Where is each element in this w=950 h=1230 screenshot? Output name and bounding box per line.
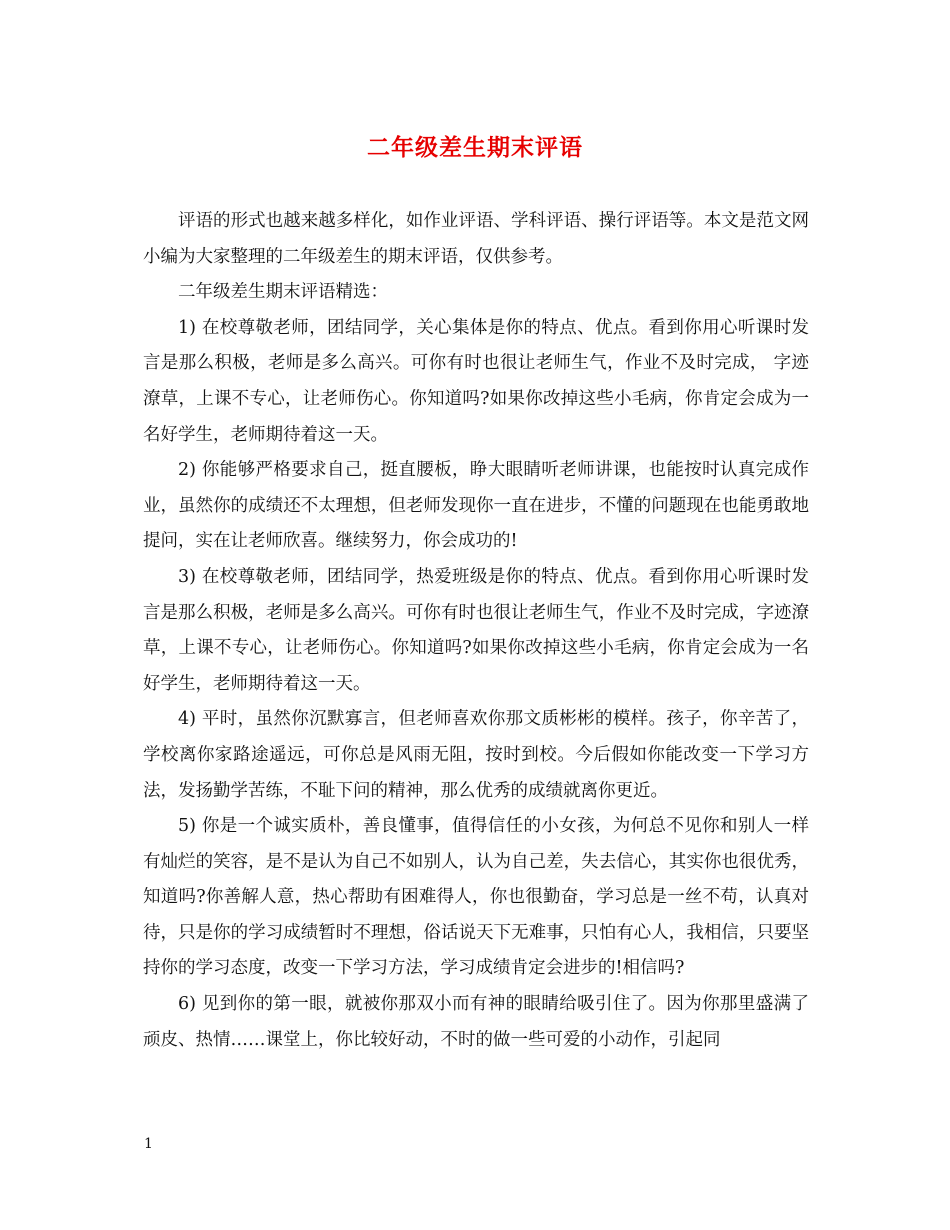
paragraph-item-6: 6) 见到你的第一眼，就被你那双小而有神的眼睛给吸引住了。因为你那里盛满了顽皮、热情……课堂上，你比较好动，不时的做一些可爱的小动作，引起同 (143, 994, 809, 1050)
paragraph-item-1: 1) 在校尊敬老师，团结同学，关心集体是你的特点、优点。看到你用心听课时发言是那么积极，老师是多么高兴。可你有时也很让老师生气，作业不及时完成， 字迹潦草，上课不专心，让老师伤心。你知道吗?如果你改掉这些小毛病，你肯定会成为一名好学生，老师期待着这一天。 (143, 317, 809, 445)
paragraph-item-3: 3) 在校尊敬老师，团结同学，热爱班级是你的特点、优点。看到你用心听课时发言是那么积极，老师是多么高兴。可你有时也很让老师生气，作业不及时完成，字迹潦草，上课不专心，让老师伤心。你知道吗?如果你改掉这些小毛病，你肯定会成为一名好学生，老师期待着这一天。 (143, 566, 809, 694)
paragraph-item-2: 2) 你能够严格要求自己，挺直腰板，睁大眼睛听老师讲课，也能按时认真完成作业，虽然你的成绩还不太理想，但老师发现你一直在进步，不懂的问题现在也能勇敢地提问，实在让老师欣喜。继续努力，你会成功的! (143, 460, 809, 552)
paragraph-item-5: 5) 你是一个诚实质朴，善良懂事，值得信任的小女孩，为何总不见你和别人一样有灿烂的笑容，是不是认为自己不如别人，认为自己差，失去信心，其实你也很优秀，知道吗?你善解人意，热心帮助有困难得人，你也很勤奋，学习总是一丝不苟，认真对待，只是你的学习成绩暂时不理想，俗话说天下无难事，只怕有心人，我相信，只要坚持你的学习态度，改变一下学习方法，学习成绩肯定会进步的!相信吗? (143, 816, 809, 979)
paragraph-item-4: 4) 平时，虽然你沉默寡言，但老师喜欢你那文质彬彬的模样。孩子，你辛苦了，学校离你家路途遥远，可你总是风雨无阻，按时到校。今后假如你能改变一下学习方法，发扬勤学苦练，不耻下问的精神，那么优秀的成绩就离你更近。 (143, 709, 809, 801)
page-title: 二年级差生期末评语 (367, 134, 583, 161)
paragraph-heading: 二年级差生期末评语精选： (178, 282, 388, 303)
document-body (143, 204, 809, 1058)
page-number: 1 (144, 1136, 153, 1152)
paragraph-intro: 评语的形式也越来越多样化，如作业评语、学科评语、操行评语等。本文是范文网小编为大家整理的二年级差生的期末评语，仅供参考。 (143, 211, 809, 267)
